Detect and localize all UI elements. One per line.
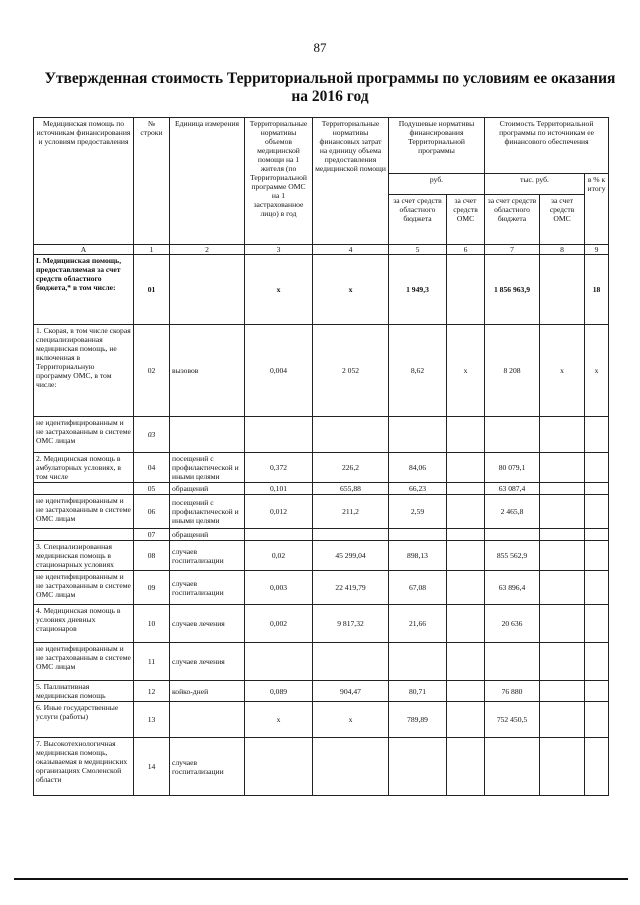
cell-pc-reg: 1 949,3	[389, 255, 447, 325]
cell-cost: х	[313, 702, 389, 738]
cell-tot-reg: 8 208	[485, 325, 540, 417]
column-index-cell: 9	[585, 245, 609, 255]
bottom-rule	[14, 878, 628, 880]
cell-tot-oms	[540, 483, 585, 495]
header-tot-oms: за счет средств ОМС	[540, 195, 585, 245]
cell-unit: вызовов	[170, 325, 245, 417]
row-label: не идентифицированным и не застрахованным в системе ОМС лицам	[34, 571, 134, 605]
cell-pc-reg	[389, 738, 447, 796]
column-index-cell: А	[34, 245, 134, 255]
cell-pct	[585, 702, 609, 738]
cell-no: 02	[134, 325, 170, 417]
cell-tot-oms	[540, 541, 585, 571]
cell-no: 04	[134, 453, 170, 483]
cell-cost: х	[313, 255, 389, 325]
table-row	[34, 643, 609, 681]
cell-pct	[585, 417, 609, 453]
cell-no: 14	[134, 738, 170, 796]
cell-volume: 0,372	[245, 453, 313, 483]
table-row	[34, 453, 609, 483]
cell-pc-oms: х	[447, 325, 485, 417]
row-label: 3. Специализированная медицинская помощь в стационарных условиях	[34, 541, 134, 571]
header-row-no: № строки	[134, 118, 170, 245]
cell-no: 13	[134, 702, 170, 738]
cell-pc-oms	[447, 738, 485, 796]
cell-tot-oms	[540, 702, 585, 738]
cell-pc-oms	[447, 643, 485, 681]
cell-tot-reg: 80 079,1	[485, 453, 540, 483]
table-row	[34, 738, 609, 796]
cell-tot-oms	[540, 529, 585, 541]
row-label	[34, 529, 134, 541]
column-index-cell: 7	[485, 245, 540, 255]
cell-cost	[313, 529, 389, 541]
row-label: I. Медицинская помощь, предоставляемая за счет средств областного бюджета,* в том числе:	[34, 255, 134, 325]
header-total: Стоимость Территориальной программы по источникам ее финансового обеспечения	[485, 118, 609, 174]
cell-volume: 0,002	[245, 605, 313, 643]
column-index-cell: 6	[447, 245, 485, 255]
cell-no: 06	[134, 495, 170, 529]
table-row	[34, 571, 609, 605]
column-index-cell: 2	[170, 245, 245, 255]
cell-volume	[245, 643, 313, 681]
header-pc-oms: за счет средств ОМС	[447, 195, 485, 245]
cell-no: 12	[134, 681, 170, 702]
cell-volume	[245, 417, 313, 453]
table-row	[34, 483, 609, 495]
cell-volume: х	[245, 255, 313, 325]
cell-tot-reg: 855 562,9	[485, 541, 540, 571]
cell-pct	[585, 681, 609, 702]
row-label: не идентифицированным и не застрахованным в системе ОМС лицам	[34, 417, 134, 453]
cell-pc-reg	[389, 643, 447, 681]
cell-no: 03	[134, 417, 170, 453]
cell-unit	[170, 255, 245, 325]
cell-no: 10	[134, 605, 170, 643]
cell-pct	[585, 605, 609, 643]
cell-tot-oms	[540, 605, 585, 643]
cell-no: 07	[134, 529, 170, 541]
cell-pc-reg	[389, 529, 447, 541]
cell-unit	[170, 417, 245, 453]
cell-pc-reg: 67,08	[389, 571, 447, 605]
cell-volume: 0,012	[245, 495, 313, 529]
cell-pc-oms	[447, 571, 485, 605]
cell-pc-oms	[447, 453, 485, 483]
cell-tot-reg: 76 880	[485, 681, 540, 702]
cell-tot-reg: 20 636	[485, 605, 540, 643]
cell-cost: 45 299,04	[313, 541, 389, 571]
cell-cost: 9 817,32	[313, 605, 389, 643]
cell-tot-oms	[540, 495, 585, 529]
cell-pct	[585, 495, 609, 529]
cell-volume: х	[245, 702, 313, 738]
cell-tot-reg: 1 856 963,9	[485, 255, 540, 325]
header-per-capita: Подушевые нормативы финансирования Территориальной программы	[389, 118, 485, 174]
cell-tot-reg	[485, 738, 540, 796]
row-label: 4. Медицинская помощь в условиях дневных стационаров	[34, 605, 134, 643]
cell-pct	[585, 483, 609, 495]
cell-pct: 18	[585, 255, 609, 325]
cell-volume	[245, 529, 313, 541]
table-row	[34, 681, 609, 702]
cell-no: 08	[134, 541, 170, 571]
cell-volume: 0,089	[245, 681, 313, 702]
row-label: 7. Высокотехнологичная медицинская помощь, оказываемая в медицинских организациях Смоленской области	[34, 738, 134, 796]
cell-pc-reg: 2,59	[389, 495, 447, 529]
cell-tot-oms: х	[540, 325, 585, 417]
header-thous-rub: тыс. руб.	[485, 174, 585, 195]
cell-unit: посещений с профилактической и иными целями	[170, 453, 245, 483]
cell-unit: случаев госпитализации	[170, 571, 245, 605]
cell-pc-oms	[447, 529, 485, 541]
cell-no: 11	[134, 643, 170, 681]
header-purpose: Медицинская помощь по источникам финансирования и условиям предоставления	[34, 118, 134, 245]
cell-volume	[245, 738, 313, 796]
row-label: не идентифицированным и не застрахованным в системе ОМС лицам	[34, 495, 134, 529]
cell-volume: 0,003	[245, 571, 313, 605]
cell-tot-oms	[540, 681, 585, 702]
header-tot-regional: за счет средств областного бюджета	[485, 195, 540, 245]
column-index-cell: 3	[245, 245, 313, 255]
cell-pc-oms	[447, 541, 485, 571]
row-label	[34, 483, 134, 495]
row-label: 2. Медицинская помощь в амбулаторных условиях, в том числе	[34, 453, 134, 483]
cell-cost: 226,2	[313, 453, 389, 483]
row-label: не идентифицированным и не застрахованным в системе ОМС лицам	[34, 643, 134, 681]
cell-tot-oms	[540, 571, 585, 605]
cell-volume: 0,004	[245, 325, 313, 417]
cell-tot-reg	[485, 529, 540, 541]
cell-pct	[585, 643, 609, 681]
cell-cost: 904,47	[313, 681, 389, 702]
cell-cost: 22 419,79	[313, 571, 389, 605]
table-row	[34, 605, 609, 643]
cell-unit: случаев лечения	[170, 605, 245, 643]
cell-unit: обращений	[170, 483, 245, 495]
header-rub: руб.	[389, 174, 485, 195]
cell-pct	[585, 529, 609, 541]
cell-tot-reg: 752 450,5	[485, 702, 540, 738]
cell-tot-oms	[540, 417, 585, 453]
cell-pc-oms	[447, 417, 485, 453]
cell-volume: 0,101	[245, 483, 313, 495]
table-row	[34, 417, 609, 453]
table-row	[34, 529, 609, 541]
cell-unit	[170, 702, 245, 738]
cell-pc-reg: 898,13	[389, 541, 447, 571]
cell-pc-oms	[447, 255, 485, 325]
header-pc-regional: за счет средств областного бюджета	[389, 195, 447, 245]
cell-tot-reg	[485, 417, 540, 453]
row-label: 6. Иные государственные услуги (работы)	[34, 702, 134, 738]
cell-pc-oms	[447, 495, 485, 529]
cell-tot-oms	[540, 643, 585, 681]
cell-pc-oms	[447, 483, 485, 495]
cell-pct	[585, 453, 609, 483]
table-row	[34, 325, 609, 417]
cell-tot-oms	[540, 738, 585, 796]
cell-no: 05	[134, 483, 170, 495]
cell-pc-reg: 21,66	[389, 605, 447, 643]
cell-pc-reg: 8,62	[389, 325, 447, 417]
page-number: 87	[313, 40, 327, 55]
cell-cost	[313, 738, 389, 796]
row-label: 1. Скорая, в том числе скорая специализированная медицинская помощь, не включенная в Территориальную программу ОМС, в том числе:	[34, 325, 134, 417]
cell-tot-oms	[540, 255, 585, 325]
cell-pc-reg: 789,89	[389, 702, 447, 738]
cell-pct: х	[585, 325, 609, 417]
cell-tot-oms	[540, 453, 585, 483]
column-index-cell: 4	[313, 245, 389, 255]
table-row	[34, 702, 609, 738]
cell-cost: 211,2	[313, 495, 389, 529]
cell-pc-oms	[447, 702, 485, 738]
table-row	[34, 495, 609, 529]
column-index-row	[34, 245, 609, 255]
cell-pct	[585, 541, 609, 571]
header-pct-total: в % к итогу	[585, 174, 609, 245]
cost-table	[33, 117, 609, 796]
cell-no: 09	[134, 571, 170, 605]
cell-unit: койко-дней	[170, 681, 245, 702]
cell-pc-oms	[447, 681, 485, 702]
cell-cost	[313, 643, 389, 681]
cell-pc-reg	[389, 417, 447, 453]
table-row	[34, 541, 609, 571]
cell-tot-reg	[485, 643, 540, 681]
page-title: Утвержденная стоимость Территориальной программы по условиям ее оказания на 2016 год	[44, 70, 616, 105]
column-index-cell: 8	[540, 245, 585, 255]
cell-pct	[585, 571, 609, 605]
column-index-cell: 5	[389, 245, 447, 255]
cell-unit: обращений	[170, 529, 245, 541]
cell-pc-reg: 84,06	[389, 453, 447, 483]
header-unit: Единица измерения	[170, 118, 245, 245]
cell-pc-reg: 80,71	[389, 681, 447, 702]
cell-tot-reg: 63 087,4	[485, 483, 540, 495]
cell-pc-reg: 66,23	[389, 483, 447, 495]
row-label: 5. Паллиативная медицинская помощь	[34, 681, 134, 702]
column-index-cell: 1	[134, 245, 170, 255]
header-cost: Территориальные нормативы финансовых затрат на единицу объема предоставления медицинской помощи	[313, 118, 389, 245]
cell-tot-reg: 2 465,8	[485, 495, 540, 529]
cell-cost: 2 052	[313, 325, 389, 417]
table-row	[34, 255, 609, 325]
cell-cost	[313, 417, 389, 453]
cell-no: 01	[134, 255, 170, 325]
cell-cost: 655,88	[313, 483, 389, 495]
cell-pct	[585, 738, 609, 796]
header-volume: Территориальные нормативы объемов медицинской помощи на 1 жителя (по Территориальной программе ОМС на 1 застрахованное лицо) в год	[245, 118, 313, 245]
cell-unit: посещений с профилактической и иными целями	[170, 495, 245, 529]
cell-tot-reg: 63 896,4	[485, 571, 540, 605]
cell-unit: случаев госпитализации	[170, 738, 245, 796]
cell-unit: случаев госпитализации	[170, 541, 245, 571]
cell-unit: случаев лечения	[170, 643, 245, 681]
cell-volume: 0,02	[245, 541, 313, 571]
cell-pc-oms	[447, 605, 485, 643]
